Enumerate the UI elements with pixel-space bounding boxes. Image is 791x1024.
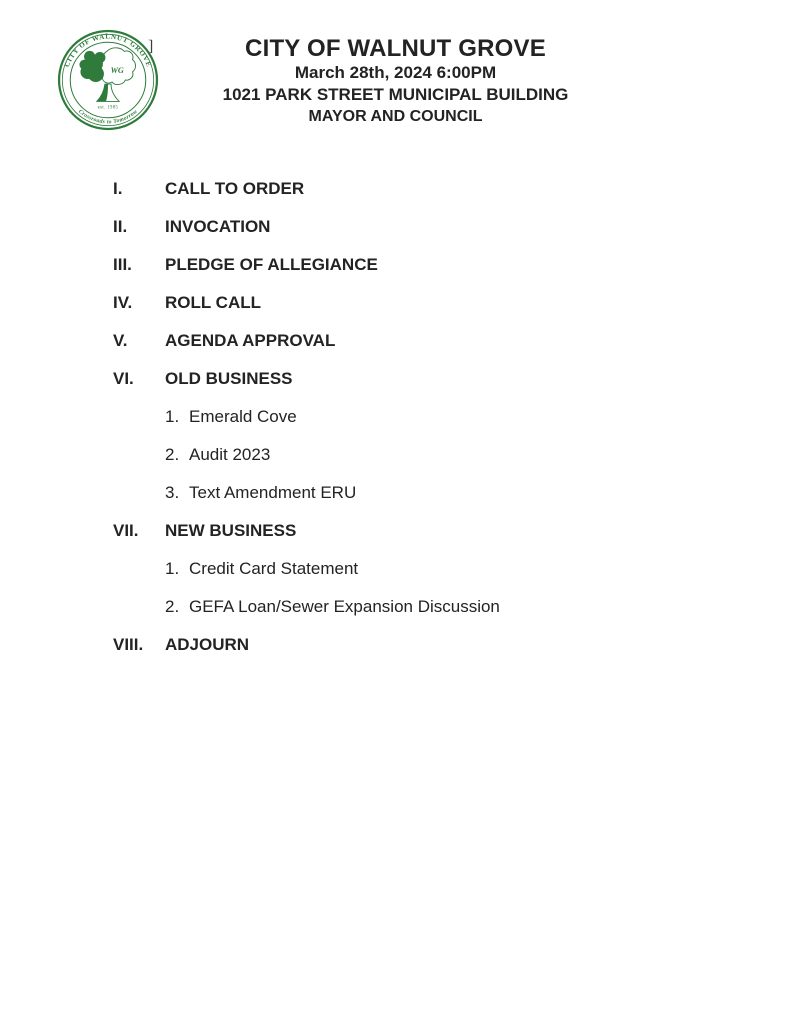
agenda-subitem-label: GEFA Loan/Sewer Expansion Discussion [189, 597, 500, 616]
agenda-subitem-number: 3. [165, 483, 180, 502]
seal-motto-text: Crossroads to Tomorrow [77, 108, 139, 126]
agenda-item [113, 293, 673, 314]
agenda-subitem-label: Text Amendment ERU [189, 483, 357, 502]
meeting-address: 1021 PARK STREET MUNICIPAL BUILDING [222, 85, 569, 104]
agenda-item-label: CALL TO ORDER [165, 179, 305, 198]
agenda-item [113, 179, 673, 200]
stray-bracket-character: ] [148, 38, 154, 55]
agenda-item-label: ROLL CALL [165, 293, 262, 312]
agenda-item-numeral: V. [113, 331, 128, 350]
agenda-item-label: ADJOURN [165, 635, 250, 654]
seal-top-arc-text: CITY OF WALNUT GROVE [62, 32, 154, 69]
agenda-subitem [113, 559, 673, 580]
seal-monogram: WG [110, 65, 124, 75]
agenda-item [113, 635, 673, 656]
agenda-item-numeral: I. [113, 179, 123, 198]
agenda-list [113, 179, 673, 673]
agenda-item-label: PLEDGE OF ALLEGIANCE [165, 255, 378, 274]
agenda-subitem-number: 2. [165, 597, 180, 616]
meeting-datetime: March 28th, 2024 6:00PM [294, 63, 497, 82]
agenda-item-numeral: VII. [113, 521, 139, 540]
seal-established-text: est. 1985 [97, 105, 119, 111]
agenda-item-label: AGENDA APPROVAL [165, 331, 336, 350]
agenda-subitem-label: Audit 2023 [189, 445, 271, 464]
agenda-subitem [113, 483, 673, 504]
document-header [0, 36, 791, 128]
agenda-subitem-label: Emerald Cove [189, 407, 297, 426]
agenda-subitem-number: 1. [165, 559, 180, 578]
page-title: CITY OF WALNUT GROVE [245, 35, 546, 62]
agenda-item [113, 369, 673, 390]
agenda-item [113, 521, 673, 542]
agenda-item [113, 217, 673, 238]
agenda-item-label: NEW BUSINESS [165, 521, 297, 540]
agenda-item [113, 255, 673, 276]
agenda-subitem [113, 407, 673, 428]
agenda-item [113, 331, 673, 352]
agenda-subitem-number: 2. [165, 445, 180, 464]
agenda-item-numeral: VI. [113, 369, 134, 388]
agenda-item-numeral: IV. [113, 293, 133, 312]
agenda-subitem-number: 1. [165, 407, 180, 426]
meeting-body-name: MAYOR AND COUNCIL [308, 108, 483, 125]
agenda-subitem [113, 445, 673, 466]
agenda-item-label: INVOCATION [165, 217, 271, 236]
agenda-subitem-label: Credit Card Statement [189, 559, 359, 578]
agenda-subitem [113, 597, 673, 618]
agenda-item-label: OLD BUSINESS [165, 369, 293, 388]
agenda-item-numeral: VIII. [113, 635, 144, 654]
agenda-item-numeral: II. [113, 217, 128, 236]
agenda-item-numeral: III. [113, 255, 132, 274]
